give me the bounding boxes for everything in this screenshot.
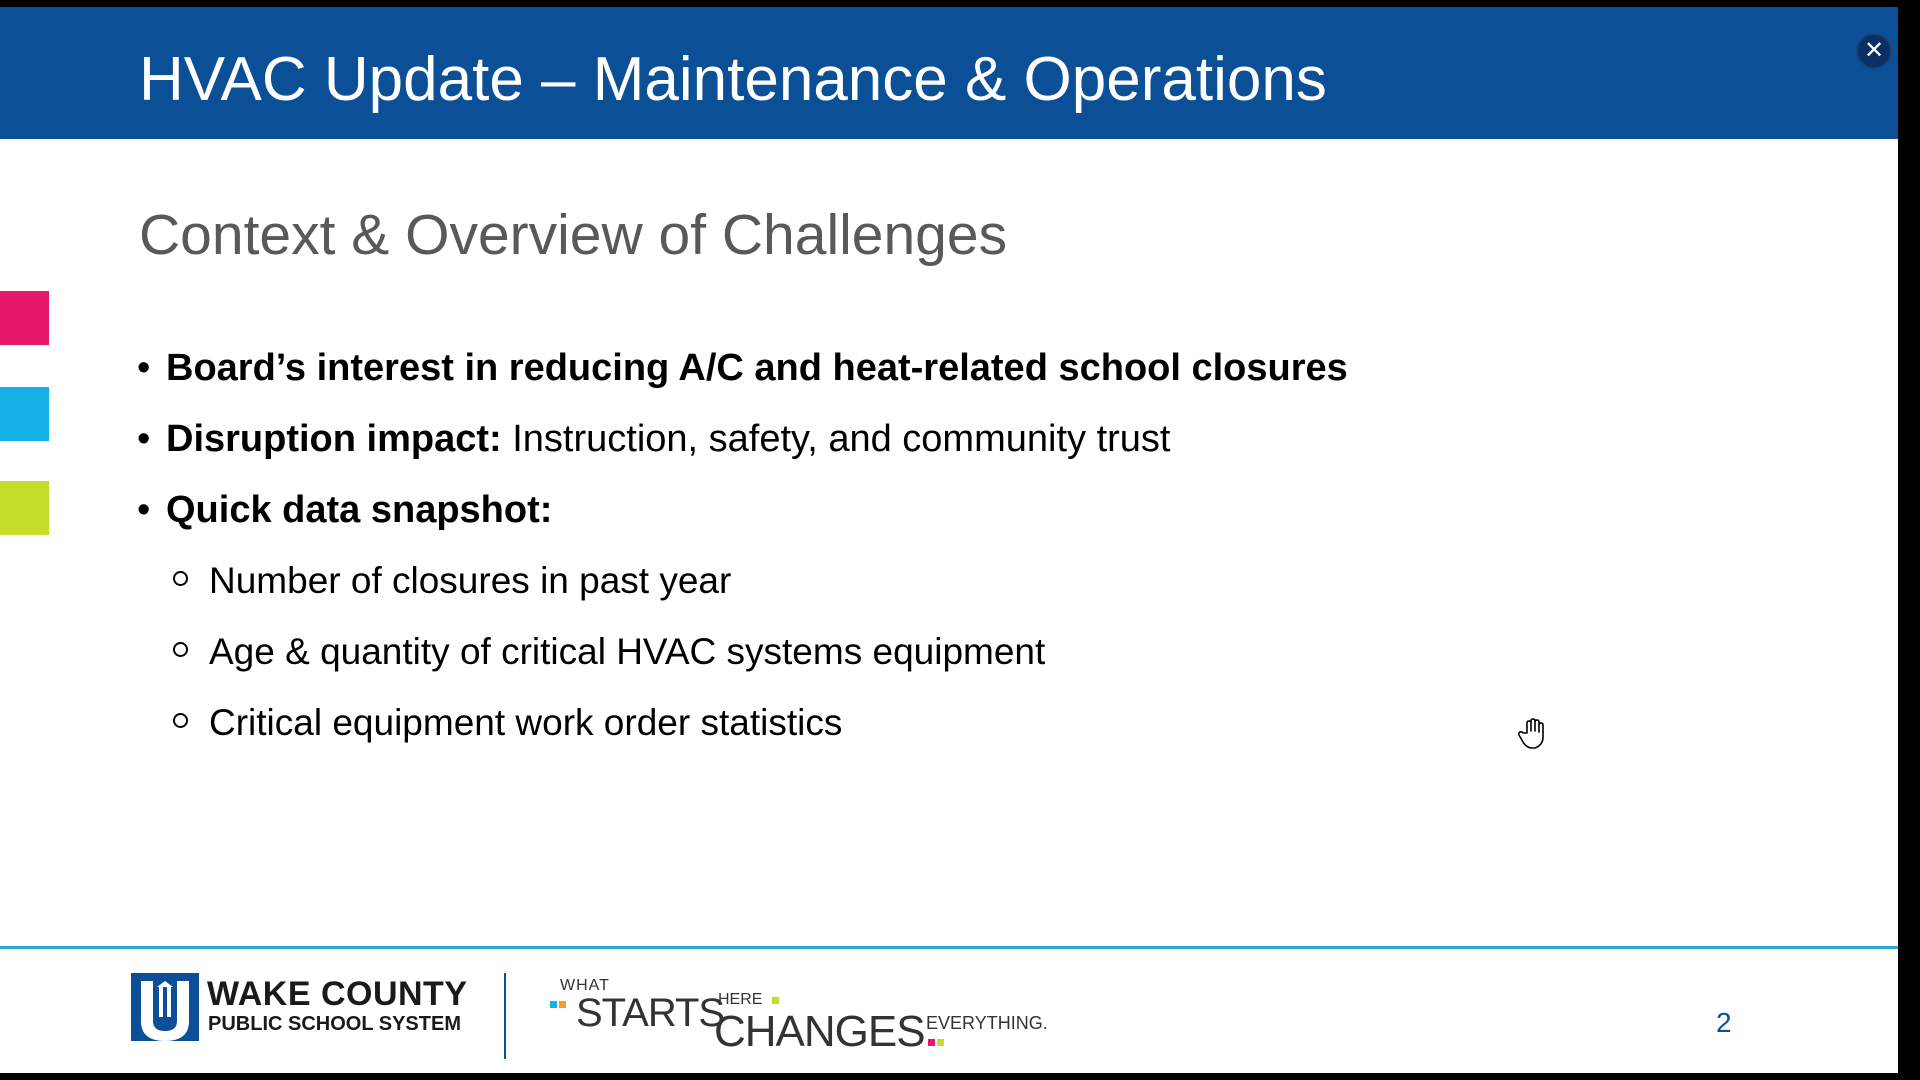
tagline-everything: EVERYTHING. [926,1013,1048,1033]
tagline [550,973,1070,1056]
wcpss-logo-icon [131,973,199,1041]
sub-bullet-item [137,558,1348,604]
sub-bullet-text: Number of closures in past year [209,560,732,601]
slide [0,7,1898,1073]
tagline-changes: CHANGES [714,1007,925,1056]
bullet-item [137,345,1348,391]
bullet-item [137,416,1348,462]
tagline-square [772,997,779,1004]
accent-square-blue [0,387,49,441]
sub-bullet-text: Age & quantity of critical HVAC systems equipment [209,631,1046,672]
tagline-square [928,1039,935,1046]
logo-text-public-school-system: PUBLIC SCHOOL SYSTEM [208,1013,461,1035]
logo-text-wake-county: WAKE COUNTY [207,975,468,1013]
title-bar [0,7,1898,139]
page-number: 2 [1716,1007,1732,1038]
bullet-dot: • [137,489,151,531]
accent-square-pink [0,291,49,345]
tagline-square [559,1001,566,1008]
slide-title: HVAC Update – Maintenance & Operations [139,45,1327,114]
bullet-dot: • [137,347,151,389]
bullet-text: Instruction, safety, and community trust [501,418,1171,460]
tagline-starts: STARTS [576,991,725,1035]
sub-bullet-circle [173,571,188,586]
close-icon: ✕ [1863,37,1885,64]
accent-square-green [0,481,49,535]
sub-bullet-text: Critical equipment work order statistics [209,702,843,743]
footer-divider-line [0,946,1898,949]
tagline-what: WHAT [560,977,610,994]
tagline-here: HERE [718,991,763,1008]
bullet-list [137,345,1348,771]
sub-bullet-circle [173,713,188,728]
bullet-bold: Quick data snapshot: [166,489,553,531]
bullet-dot: • [137,418,151,460]
footer-vertical-divider [504,973,506,1059]
tagline-square [550,1001,557,1008]
sub-bullet-item [137,700,1348,746]
tagline-square [937,1039,944,1046]
hand-cursor-icon [1518,717,1548,751]
sub-bullet-item [137,629,1348,675]
bullet-bold: Disruption impact: [166,418,502,460]
sub-bullet-circle [173,642,188,657]
bullet-item [137,487,1348,533]
slide-subtitle: Context & Overview of Challenges [139,203,1008,267]
close-button[interactable] [1856,33,1892,69]
bullet-bold: Board’s interest in reducing A/C and heat-related school closures [166,347,1348,389]
